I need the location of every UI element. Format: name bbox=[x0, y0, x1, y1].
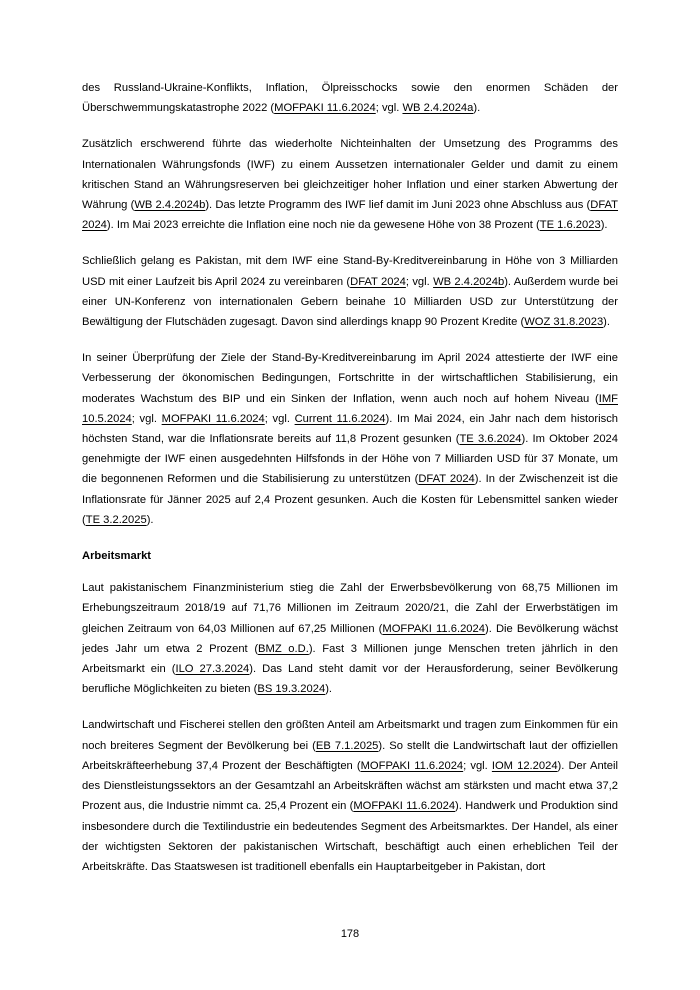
text-run: Schließlich gelang es Pakistan, mit dem IWF eine Stand-By-Kreditvereinbarung in Höhe von 3 Milliarden USD mit einer Laufzeit bis April 2024 zu vereinbaren ( bbox=[82, 255, 618, 288]
citation-reference[interactable]: DFAT 2024 bbox=[82, 199, 619, 232]
text-run: ). In der Zwischenzeit ist die Inflationsrate für Jänner 2025 auf 2,4 Prozent gesunken. Auch die Kosten für Lebensmittel sanken wieder ( bbox=[82, 473, 618, 526]
text-run: In seiner Überprüfung der Ziele der Stand-By-Kreditvereinbarung im April 2024 attestierte der IWF eine Verbesserung der ökonomischen Bedingungen, Fortschritte in der wirtschaftlichen Stabilisierung, ein moderates Wachstum des BIP und ein Sinken der Inflation, wenn auch noch auf hohem Niveau ( bbox=[82, 352, 618, 405]
text-run: ; vgl. bbox=[463, 759, 492, 772]
citation-reference[interactable]: MOFPAKI 11.6.2024 bbox=[360, 759, 464, 772]
text-run: ). So stellt die Landwirtschaft laut der offiziellen Arbeitskräfteerhebung 37,4 Prozent der Beschäftigten ( bbox=[82, 739, 618, 772]
text-run: ). Im Mai 2024, ein Jahr nach dem historisch höchsten Stand, war die Inflationsrate bereits auf 11,8 Prozent gesunken ( bbox=[82, 412, 619, 446]
citation-reference[interactable]: BS 19.3.2024 bbox=[257, 683, 326, 696]
text-run: ). Im Oktober 2024 genehmigte der IWF einen ausgedehnten Hilfsfonds in der Höhe von 7 Milliarden USD für 37 Monate, um die begonnenen Reformen und die Stabilisierung zu unterstützen ( bbox=[82, 433, 618, 486]
citation-reference[interactable]: MOFPAKI 11.6.2024 bbox=[161, 412, 265, 425]
text-run: Laut pakistanischem Finanzministerium stieg die Zahl der Erwerbsbevölkerung von 68,75 Millionen im Erhebungszeitraum 2018/19 auf 71,76 Millionen im Zeitraum 2020/21, die Zahl der Erwerbstätigen im gleichen Zeitraum von 64,03 Millionen auf 67,25 Millionen ( bbox=[82, 582, 618, 635]
text-run: des Russland-Ukraine-Konflikts, Inflation, Ölpreisschocks sowie den enormen Schäden der Überschwemmungskatastrophe 2022 ( bbox=[82, 82, 618, 115]
citation-reference[interactable]: MOFPAKI 11.6.2024 bbox=[274, 102, 376, 115]
text-run: ). Außerdem wurde bei einer UN-Konferenz von internationalen Gebern beinahe 10 Milliarden USD zur Unterstützung der Bewältigung der Flutschäden zugesagt. Davon sind allerdings knapp 90 Prozent Kredite ( bbox=[82, 275, 619, 329]
section-heading-arbeitsmarkt: Arbeitsmarkt bbox=[82, 550, 152, 563]
paragraph bbox=[82, 715, 618, 877]
text-run: ). Handwerk und Produktion sind insbesondere durch die Textilindustrie ein bedeutendes Segment des Arbeitsmarktes. Der Handel, als einer der wichtigsten Sektoren der pakistanischen Wirtschaft, beschäftigt auch einen erheblichen Teil der Arbeitskräfte. Das Staatswesen ist traditionell ebenfalls ein Hauptarbeitgeber in Pakistan, dort bbox=[82, 800, 618, 873]
citation-reference[interactable]: TE 3.2.2025 bbox=[85, 513, 147, 526]
text-run: ). bbox=[603, 316, 611, 329]
paragraph bbox=[82, 578, 618, 699]
citation-reference[interactable]: MOFPAKI 11.6.2024 bbox=[382, 622, 485, 635]
citation-reference[interactable]: WB 2.4.2024b bbox=[134, 199, 206, 212]
text-run: ). Das letzte Programm des IWF lief damit im Juni 2023 ohne Abschluss aus ( bbox=[205, 199, 591, 212]
text-run: ). Die Bevölkerung wächst jedes Jahr um etwa 2 Prozent ( bbox=[82, 622, 618, 655]
text-run: ). bbox=[325, 683, 333, 696]
text-run: ). bbox=[473, 102, 481, 115]
citation-reference[interactable]: WOZ 31.8.2023 bbox=[524, 316, 604, 329]
citation-reference[interactable]: TE 1.6.2023 bbox=[539, 219, 601, 232]
citation-reference[interactable]: WB 2.4.2024b bbox=[433, 275, 505, 288]
text-run: ). bbox=[146, 513, 154, 526]
citation-reference[interactable]: DFAT 2024 bbox=[350, 275, 406, 288]
text-run: ). Fast 3 Millionen junge Menschen treten jährlich in den Arbeitsmarkt ein ( bbox=[82, 642, 618, 676]
citation-reference[interactable]: MOFPAKI 11.6.2024 bbox=[353, 800, 456, 813]
page-number: 178 bbox=[340, 928, 360, 940]
text-run: Zusätzlich erschwerend führte das wiederholte Nichteinhalten der Umsetzung des Programms des Internationalen Währungsfonds (IWF) zu einem Aussetzen internationaler Gelder und damit zu einem kritischen Stand an Währungsreserven bei gleichzeitiger hoher Inflation und einer starken Abwertung der Währung ( bbox=[82, 138, 618, 212]
paragraph bbox=[82, 134, 618, 235]
citation-reference[interactable]: BMZ o.D. bbox=[258, 642, 309, 655]
page-body bbox=[82, 78, 618, 877]
text-run: ). Im Mai 2023 erreichte die Inflation eine noch nie da gewesene Höhe von 38 Prozent ( bbox=[106, 219, 540, 232]
text-run: ; vgl. bbox=[375, 102, 403, 115]
paragraph bbox=[82, 348, 618, 530]
paragraph bbox=[82, 78, 618, 118]
citation-reference[interactable]: EB 7.1.2025 bbox=[315, 739, 379, 752]
citation-reference[interactable]: ILO 27.3.2024 bbox=[175, 663, 250, 676]
citation-reference[interactable]: DFAT 2024 bbox=[418, 473, 475, 486]
citation-reference[interactable]: TE 3.6.2024 bbox=[459, 433, 522, 446]
text-run: ). Der Anteil des Dienstleistungssektors an der Gesamtzahl an Arbeitskräften wächst am stärksten und macht etwa 37,2 Prozent aus, die Industrie nimmt ca. 25,4 Prozent ein ( bbox=[82, 759, 618, 813]
citation-reference[interactable]: Current 11.6.2024 bbox=[294, 412, 386, 425]
citation-reference[interactable]: IOM 12.2024 bbox=[491, 759, 558, 772]
citation-reference[interactable]: IMF 10.5.2024 bbox=[82, 392, 618, 425]
text-run: ; vgl. bbox=[405, 275, 434, 288]
citation-reference[interactable]: WB 2.4.2024a bbox=[402, 102, 474, 115]
text-run: ). Das Land steht damit vor der Herausforderung, seiner Bevölkerung berufliche Möglichkeiten zu bieten ( bbox=[82, 663, 618, 696]
text-run: Landwirtschaft und Fischerei stellen den größten Anteil am Arbeitsmarkt und tragen zum Einkommen für ein noch breiteres Segment der Bevölkerung bei ( bbox=[82, 719, 618, 752]
paragraph bbox=[82, 251, 618, 332]
text-run: ; vgl. bbox=[131, 412, 162, 425]
text-run: ; vgl. bbox=[264, 412, 295, 425]
text-run: ). bbox=[600, 219, 608, 232]
